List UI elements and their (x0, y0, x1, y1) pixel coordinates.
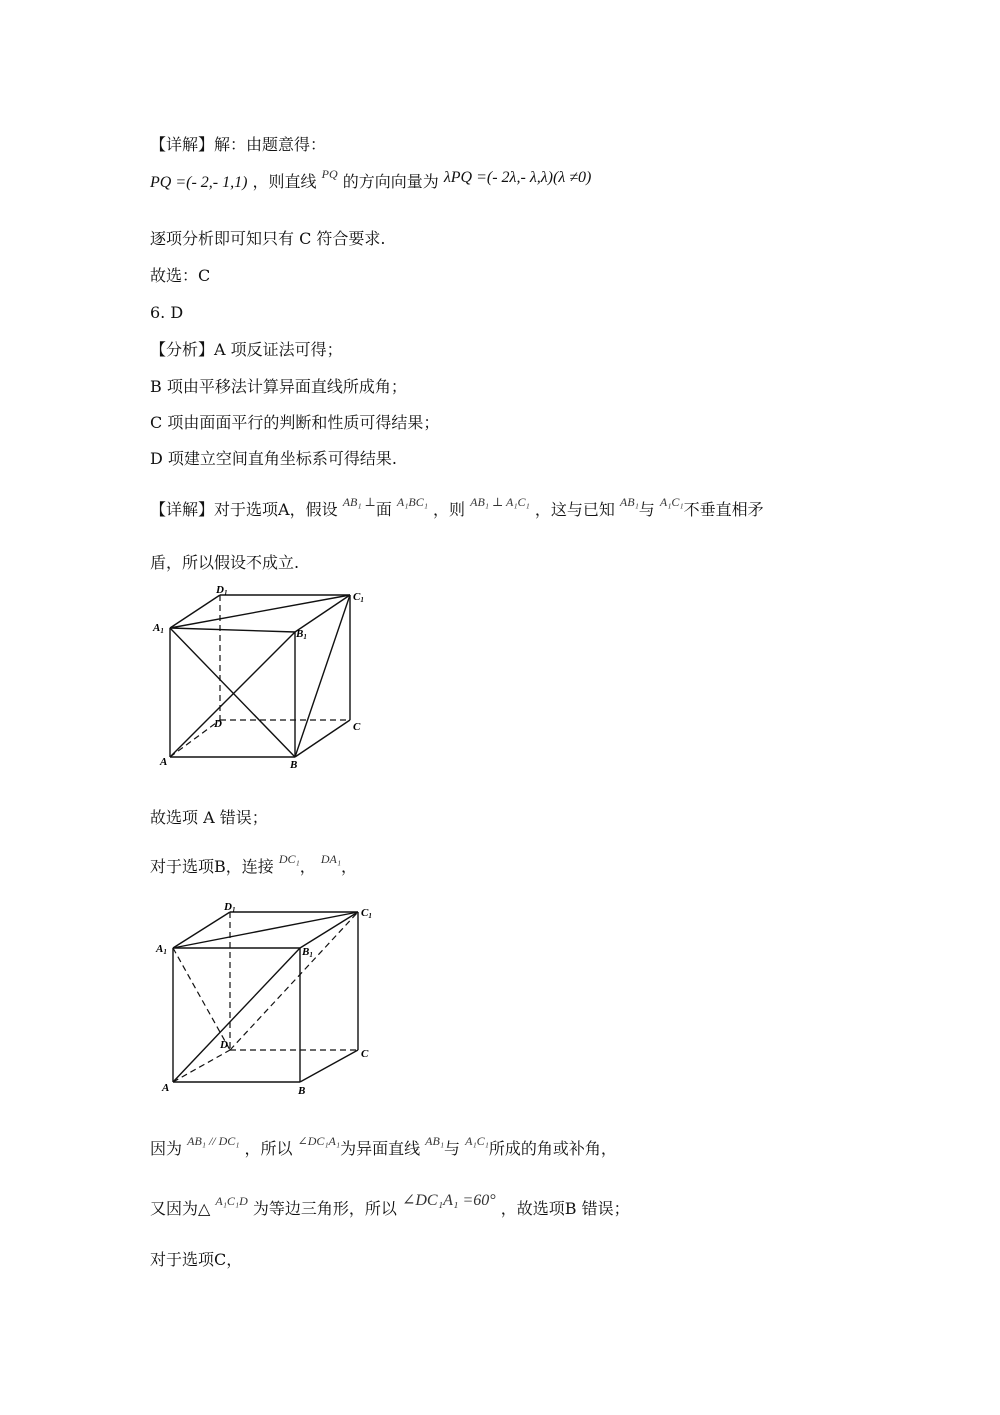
analysis-a: 【分析】A 项反证法可得； (150, 340, 343, 359)
analysis-b: B 项由平移法计算异面直线所成角； (150, 377, 407, 396)
label-c1: C1 (361, 907, 372, 920)
label-b: B (298, 1085, 306, 1095)
text-assume: ，假设 (289, 500, 338, 519)
label-b1: B1 (296, 628, 307, 641)
label-a1: A1 (153, 622, 164, 635)
text-skew-lines: 为异面直线 (340, 1139, 421, 1158)
text-so-option: ，故选项 (500, 1199, 565, 1218)
math-a1c1-b: A₁C₁ (465, 1134, 489, 1148)
math-a1c1: A₁C₁ (659, 495, 684, 509)
option-a-wrong: 故选项 A 错误； (150, 808, 268, 827)
text-comma-2: ， (341, 857, 358, 876)
diag-ab1 (173, 948, 300, 1082)
label-c: C (353, 721, 361, 733)
text-option-b: B (214, 857, 226, 876)
diag-a1c1 (170, 595, 350, 628)
option-c-start (150, 1249, 242, 1271)
text-because: 因为 (150, 1139, 183, 1158)
label-a: A (160, 756, 168, 768)
text-contradicts: ，这与已知 (534, 500, 615, 519)
cube-figure-2 (150, 900, 380, 1095)
text-wrong: 错误； (581, 1199, 630, 1218)
diag-bc1 (295, 595, 350, 757)
math-ab1-parallel-dc1: AB₁ // DC₁ (187, 1134, 240, 1148)
math-angle-dc1a1: ∠DC₁A₁ (297, 1134, 341, 1148)
text-and: 与 (638, 500, 655, 519)
option-b-connect (150, 852, 358, 879)
math-lambda-vector: λPQ =(- 2λ,- λ,λ)(λ ≠0) (443, 169, 592, 186)
label-d1: D1 (224, 901, 236, 914)
label-c: C (361, 1048, 369, 1060)
text-plane: 面 (375, 500, 392, 519)
text-so: ，所以 (244, 1139, 293, 1158)
edge-bc (300, 1050, 358, 1082)
text-comma-3: ， (226, 1250, 243, 1269)
math-ab1-b: AB₁ (425, 1134, 445, 1148)
math-a1bc1: A₁BC₁ (396, 495, 428, 509)
answer-c: 故选：C (150, 266, 211, 285)
text-direction-vector: 的方向向量为 (342, 172, 439, 191)
label-b1: B1 (302, 946, 313, 959)
label-d1: D1 (216, 585, 228, 597)
analysis-conclusion: 逐项分析即可知只有 C 符合要求. (150, 229, 386, 248)
analysis-d: D 项建立空间直角坐标系可得结果. (150, 449, 398, 468)
text-and-2: 与 (444, 1139, 461, 1158)
equilateral-line (150, 1192, 630, 1221)
detail-heading-1: 【详解】解：由题意得： (150, 135, 327, 154)
text-comma: ， (299, 857, 316, 876)
text-for-option: 对于选项 (150, 857, 215, 876)
analysis-c: C 项由面面平行的判断和性质可得结果； (150, 413, 440, 432)
label-d: D (214, 718, 222, 730)
math-ab1-perp: AB₁ ⊥ (342, 495, 376, 509)
math-a1c1d: A₁C₁D (215, 1194, 248, 1208)
cube-figure-1 (150, 585, 380, 775)
text-detail-option: 【详解】对于选项 (150, 500, 279, 519)
label-b: B (290, 759, 298, 771)
text-connect: ，连接 (225, 857, 274, 876)
text-angle-or-supplement: 所成的角或补角， (488, 1139, 617, 1158)
math-dc1: DC₁ (278, 852, 300, 866)
edge-ad-hidden (170, 720, 220, 757)
math-angle-60: ∠DC₁A₁ =60° (401, 1192, 496, 1209)
question-6-answer: 6. D (150, 303, 184, 322)
math-pq-vector: PQ =(- 2,- 1,1) (150, 174, 248, 191)
text-not-perpendicular: 不垂直相矛 (683, 500, 764, 519)
parallel-angle-line (150, 1134, 617, 1161)
text-then: ，则 (433, 500, 466, 519)
text-option-b-2: B (564, 1199, 577, 1218)
assumption-false: 盾，所以假设不成立. (150, 553, 300, 572)
direction-vector-line (150, 167, 592, 194)
text-for-option-c: 对于选项 (150, 1250, 215, 1269)
text-then-line: ，则直线 (252, 172, 317, 191)
detail-option-a (150, 495, 764, 522)
math-ab1: AB₁ (619, 495, 639, 509)
text-also-triangle: 又因为△ (150, 1199, 211, 1218)
edge-ad-hidden (173, 1050, 230, 1082)
label-a: A (162, 1082, 170, 1094)
text-option-c: C (214, 1250, 227, 1269)
edge-bc (295, 720, 350, 757)
text-equilateral: 为等边三角形，所以 (252, 1199, 397, 1218)
math-ab1-perp-a1c1: AB₁ ⊥ A₁C₁ (470, 495, 530, 509)
diag-da1-hidden (173, 948, 230, 1050)
label-d: D (220, 1039, 228, 1051)
edge-a1b1 (170, 628, 295, 632)
text-option-a: A (278, 500, 290, 519)
math-da1: DA₁ (320, 852, 342, 866)
label-a1: A1 (156, 943, 167, 956)
math-pq-label: PQ (321, 167, 338, 181)
label-c1: C1 (353, 591, 364, 604)
